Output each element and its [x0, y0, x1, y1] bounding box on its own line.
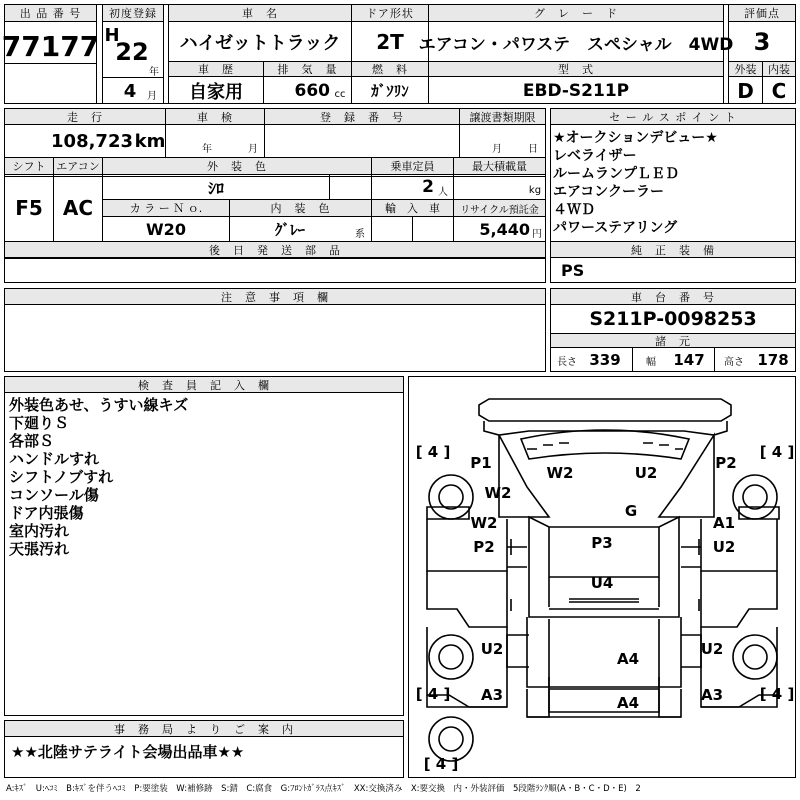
colorno-label: カ ラ ー Ｎ ｏ. — [103, 200, 229, 217]
capacity-box — [371, 157, 454, 200]
shift-label: シフト — [5, 158, 53, 175]
exterior: D — [737, 78, 754, 103]
inspector-list — [9, 396, 188, 558]
maxload-box — [453, 157, 546, 200]
delivery-box — [4, 241, 546, 283]
recycle-box — [453, 199, 546, 242]
ac-label: エアコン — [54, 158, 102, 175]
exterior-box — [728, 61, 763, 104]
inspector-line: 外装色あせ、うすい線キズ — [9, 396, 189, 414]
year-unit: 年 — [149, 66, 159, 78]
regno-label: 登 録 番 号 — [265, 109, 459, 125]
chassis-number: S211P-0098253 — [589, 308, 757, 330]
ac-box — [53, 157, 103, 242]
int-color: ｸﾞﾚｰ — [274, 220, 305, 239]
displacement: 660 — [294, 80, 330, 101]
inspection-month-unit: 月 — [248, 143, 258, 155]
inspector-line: ハンドルすれ — [9, 450, 100, 468]
damage-mark: U2 — [480, 640, 504, 658]
capacity-label: 乗車定員 — [372, 158, 453, 175]
damage-mark: A1 — [712, 514, 736, 532]
color-box — [102, 157, 372, 200]
office-label: 事 務 局 よ り ご 案 内 — [5, 721, 403, 737]
interior-box — [762, 61, 796, 104]
recycle: 5,440 — [479, 219, 530, 239]
damage-mark: U2 — [712, 538, 736, 556]
sales-point-item: エアコンクーラー — [553, 184, 665, 200]
tire-value-rear-right: [ 4 ] — [759, 685, 795, 703]
tire-value-front-left: [ 4 ] — [415, 443, 451, 461]
interior: C — [771, 78, 787, 103]
equipment-value: PS — [561, 261, 585, 280]
tire-value-front-right: [ 4 ] — [759, 443, 795, 461]
chassis-label: 車 台 番 号 — [551, 289, 795, 305]
car-name-label: 車 名 — [169, 5, 351, 22]
inspector-label: 検 査 員 記 入 欄 — [5, 377, 403, 393]
model-box — [428, 61, 724, 104]
era-letter: H — [104, 24, 120, 46]
height-label: 高さ — [724, 356, 744, 368]
length-label: 長さ — [557, 356, 577, 368]
legend-text: A:ｷｽﾞ U:ﾍｺﾐ B:ｷｽﾞを伴うﾍｺﾐ P:要塗装 W:補修跡 S:錆 C:腐食 G:ﾌﾛﾝﾄｶﾞﾗｽ点ｷｽﾞ XX:交換済み X:要交換 内・外装評価 5段階ﾗﾝｸ順(A・B・C・D・E) 2 — [6, 784, 641, 794]
grade: エアコン・パワステ スペシャル 4WD — [418, 34, 734, 55]
lot-no-label: 出 品 番 号 — [5, 5, 96, 22]
length: 339 — [589, 351, 621, 369]
chassis-box — [550, 288, 796, 372]
damage-mark: W2 — [484, 484, 512, 502]
shift: F5 — [15, 196, 43, 220]
equipment-box — [550, 241, 796, 283]
damage-mark: P3 — [591, 534, 613, 552]
first-reg-box — [102, 4, 164, 104]
interior-label: 内装 — [763, 62, 795, 77]
sales-point-label: セ ー ル ス ポ イ ン ト — [551, 109, 795, 125]
inspector-line: シフトノブすれ — [9, 468, 114, 486]
import-label: 輸 入 車 — [372, 200, 453, 217]
model-label: 型 式 — [429, 62, 723, 77]
transfer-day-unit: 日 — [528, 143, 538, 155]
lot-no-box — [1, 4, 100, 104]
year-num: 22 — [115, 38, 149, 66]
score-label: 評価点 — [729, 5, 795, 22]
inspector-line: ドア内張傷 — [9, 504, 84, 522]
int-color-box — [229, 199, 372, 242]
sales-point-item: パワーステアリング — [553, 220, 678, 236]
damage-mark: A4 — [616, 694, 640, 712]
door-box — [351, 4, 429, 62]
damage-mark: P2 — [715, 454, 737, 472]
inspection-box — [165, 108, 265, 158]
car-name-box — [168, 4, 352, 62]
inspector-line: 各部Ｓ — [9, 432, 55, 450]
color: ｼﾛ — [207, 178, 224, 198]
recycle-label: リサイクル預託金 — [454, 200, 545, 217]
import-box — [371, 199, 454, 242]
sales-point-item: ４ＷＤ — [553, 202, 595, 218]
capacity-unit: 人 — [438, 186, 448, 198]
fuel-label: 燃 料 — [352, 62, 428, 77]
color-label: 外 装 色 — [103, 158, 371, 175]
damage-mark: U2 — [700, 640, 724, 658]
grade-label: グ レ ー ド — [429, 5, 723, 22]
inspector-line: 天張汚れ — [9, 540, 70, 558]
inspector-box — [4, 376, 404, 716]
door: 2T — [376, 30, 404, 54]
sales-point-box — [550, 108, 796, 242]
notes-label: 注 意 事 項 欄 — [5, 289, 545, 305]
transfer-label: 譲渡書類期限 — [460, 109, 545, 125]
damage-mark: U4 — [590, 574, 614, 592]
history-label: 車 歴 — [169, 62, 263, 77]
month-num: 4 — [123, 80, 137, 102]
damage-mark: G — [624, 502, 638, 520]
displacement-label: 排 気 量 — [264, 62, 351, 77]
displacement-unit: cc — [334, 88, 346, 100]
fuel-box — [351, 61, 429, 104]
maxload-label: 最大積載量 — [454, 158, 545, 175]
history: 自家用 — [189, 81, 243, 103]
sales-point-list — [553, 129, 718, 237]
mileage: 108,723 — [51, 130, 133, 152]
car-diagram — [408, 376, 796, 778]
tire-value-rear-left: [ 4 ] — [415, 685, 451, 703]
maxload-unit: kg — [528, 184, 542, 196]
notes-box — [4, 288, 546, 372]
damage-mark: W2 — [470, 514, 498, 532]
sales-point-item: ★オークションデビュー★ — [553, 130, 718, 146]
width-label: 幅 — [646, 356, 656, 368]
month-unit: 月 — [147, 90, 157, 102]
delivery-label: 後 日 発 送 部 品 — [5, 242, 545, 258]
inspection-label: 車 検 — [166, 109, 264, 125]
capacity: 2 — [422, 177, 434, 197]
fuel: ｶﾞｿﾘﾝ — [371, 82, 409, 100]
grade-box — [418, 4, 734, 62]
lot-no: 77177 — [1, 29, 100, 63]
inspection-year-unit: 年 — [202, 143, 212, 155]
damage-mark: A4 — [616, 650, 640, 668]
tire-value-spare: [ 4 ] — [423, 755, 459, 773]
sales-point-item: レベライザー — [553, 148, 637, 164]
damage-mark: A3 — [700, 686, 724, 704]
colorno: W20 — [146, 219, 186, 239]
score-box — [728, 4, 796, 62]
height: 178 — [757, 351, 789, 369]
int-color-unit: 系 — [355, 228, 365, 240]
exterior-label: 外装 — [729, 62, 762, 77]
mileage-box — [4, 108, 166, 158]
width: 147 — [673, 351, 705, 369]
history-box — [168, 61, 264, 104]
equipment-label: 純 正 装 備 — [551, 242, 795, 258]
colorno-box — [102, 199, 230, 242]
damage-mark: U2 — [634, 464, 658, 482]
score: 3 — [753, 28, 771, 56]
inspector-line: コンソール傷 — [9, 486, 99, 504]
transfer-month-unit: 月 — [492, 143, 502, 155]
office-text: ★★北陸サテライト会場出品車★★ — [11, 742, 245, 761]
first-reg-label: 初度登録 — [103, 5, 163, 22]
int-color-label: 内 装 色 — [230, 200, 371, 217]
damage-mark: W2 — [546, 464, 574, 482]
damage-mark: A3 — [480, 686, 504, 704]
transfer-box — [459, 108, 546, 158]
damage-mark: P1 — [470, 454, 492, 472]
sales-point-item: ルームランプＬＥＤ — [553, 166, 679, 182]
ac: AC — [62, 196, 94, 220]
inspector-line: 室内汚れ — [9, 522, 70, 540]
car-name: ハイゼットトラック — [179, 33, 341, 54]
mileage-label: 走 行 — [5, 109, 165, 125]
damage-mark: P2 — [473, 538, 495, 556]
regno-box — [264, 108, 460, 158]
displacement-box — [263, 61, 352, 104]
recycle-unit: 円 — [532, 228, 542, 240]
dims-label: 諸 元 — [551, 333, 795, 348]
office-box — [4, 720, 404, 778]
door-label: ドア形状 — [352, 5, 428, 22]
shift-box — [4, 157, 54, 242]
inspector-line: 下廻りＳ — [9, 414, 70, 432]
mileage-unit: km — [134, 130, 166, 152]
model: EBD-S211P — [522, 80, 630, 101]
